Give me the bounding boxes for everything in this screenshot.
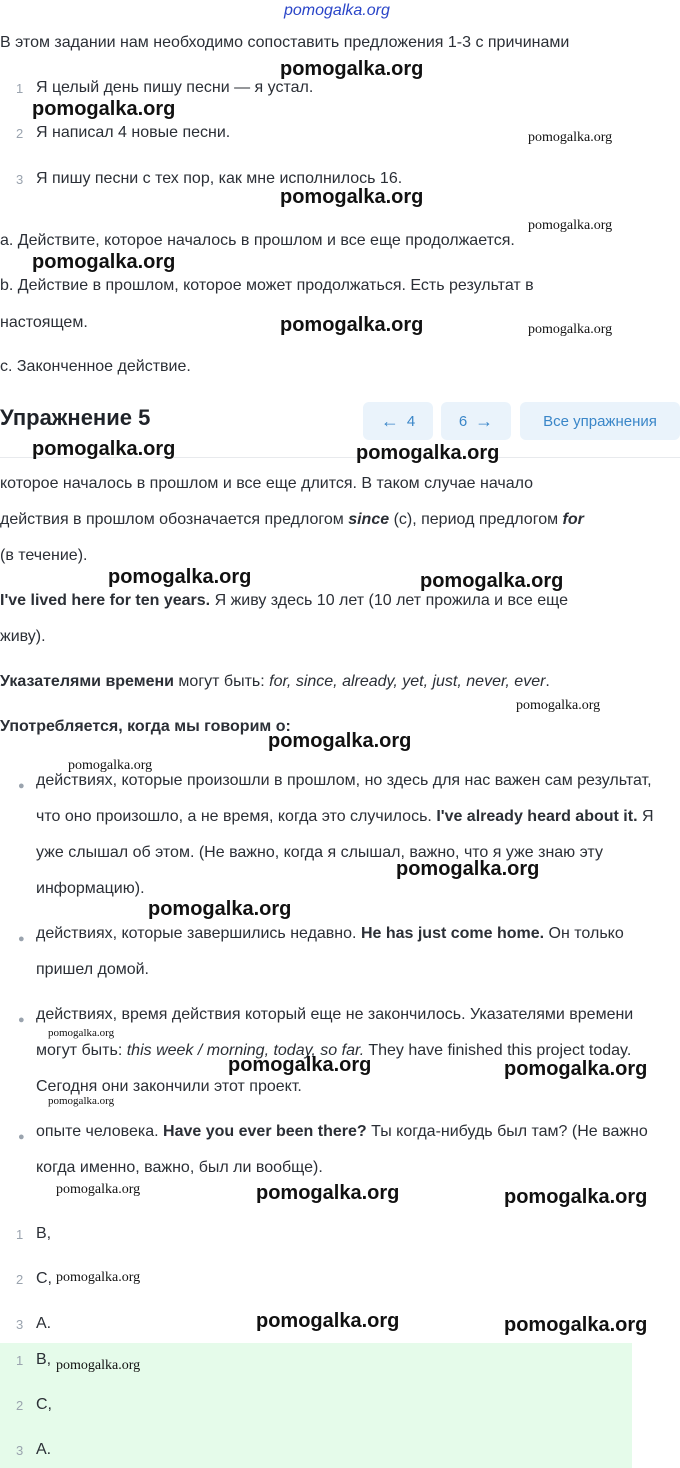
sentence-item: Я пишу песни с тех пор, как мне исполнилось 16. xyxy=(36,170,403,187)
all-exercises-label: Все упражнения xyxy=(543,412,657,430)
reason-a: a. Действите, которое началось в прошлом и все еще продолжается. xyxy=(0,232,515,249)
sentence-number: 3 xyxy=(16,172,24,187)
bullet-text: Он только пришел домой. xyxy=(36,925,624,978)
next-exercise-label: 6 xyxy=(458,412,468,430)
watermark: pomogalka.org xyxy=(504,1314,648,1336)
answer-number: 3 xyxy=(16,1443,24,1458)
bullet-dot: ● xyxy=(18,933,25,945)
bullet-text: Ты когда-нибудь был там? (Не важно когда именно, важно, был ли вообще). xyxy=(36,1123,648,1176)
prev-exercise-button[interactable] xyxy=(363,402,433,440)
answer-value: C, xyxy=(36,1396,52,1413)
markers-line xyxy=(0,673,550,691)
watermark: pomogalka.org xyxy=(108,566,252,588)
watermark: pomogalka.org xyxy=(56,1182,141,1197)
answer-number: 2 xyxy=(16,1398,24,1413)
theory-line: которое началось в прошлом и все еще длится. В таком случае начало xyxy=(0,475,534,492)
usage-title: Употребляется, когда мы говорим о: xyxy=(0,718,291,735)
next-exercise-button[interactable] xyxy=(441,402,511,440)
bullet-en: Have you ever been there? xyxy=(163,1123,367,1140)
watermark: pomogalka.org xyxy=(48,1027,115,1039)
theory-text: действия в прошлом обозначается предлогом xyxy=(0,511,349,528)
bullet-dot: ● xyxy=(18,1014,25,1026)
markers-text: могут быть: xyxy=(173,673,270,690)
sentence-item: Я написал 4 новые песни. xyxy=(36,124,231,141)
markers-end: . xyxy=(545,673,550,690)
watermark: pomogalka.org xyxy=(528,130,613,145)
watermark: pomogalka.org xyxy=(48,1095,115,1107)
theory-line: (в течение). xyxy=(0,547,88,564)
answer-number: 1 xyxy=(16,1353,24,1368)
bullet-text: действиях, время действия который еще не закончилось. Указателями времени могут быть: xyxy=(36,1006,634,1059)
bullet-en: He has just come home. xyxy=(360,925,545,942)
bullet-en: I've already heard about it. xyxy=(436,808,638,825)
bullet-dot: ● xyxy=(18,780,25,792)
bullet-item xyxy=(36,997,676,1105)
watermark: pomogalka.org xyxy=(504,1058,648,1080)
watermark: pomogalka.org xyxy=(356,442,500,464)
arrow-left-icon: ← xyxy=(380,411,399,431)
prev-exercise-label: 4 xyxy=(406,412,416,430)
bullet-text: They have finished this project today. Сегодня они закончили этот проект. xyxy=(36,1042,632,1095)
sentence-item: Я целый день пишу песни — я устал. xyxy=(36,79,314,96)
watermark: pomogalka.org xyxy=(256,1182,400,1204)
site-title[interactable]: pomogalka.org xyxy=(284,2,390,19)
answer-number: 3 xyxy=(16,1317,24,1332)
bullet-text: действиях, которые завершились недавно. xyxy=(36,925,361,942)
arrow-right-icon: → xyxy=(475,411,494,431)
reason-c: c. Законченное действие. xyxy=(0,358,191,375)
answer-value: B, xyxy=(36,1351,52,1368)
watermark: pomogalka.org xyxy=(68,758,153,773)
bullet-text: действиях, которые произошли в прошлом, но здесь для нас важен сам результат, что оно произошло, а не время, когда это случилось. xyxy=(36,772,652,825)
watermark: pomogalka.org xyxy=(268,730,412,752)
answer-value: A. xyxy=(36,1441,52,1458)
for-keyword: for xyxy=(562,511,584,528)
watermark: pomogalka.org xyxy=(516,698,601,713)
watermark: pomogalka.org xyxy=(148,898,292,920)
theory-line xyxy=(0,511,584,529)
watermark: pomogalka.org xyxy=(528,322,613,337)
watermark: pomogalka.org xyxy=(256,1310,400,1332)
answer-number: 2 xyxy=(16,1272,24,1287)
exercise-title: Упражнение 5 xyxy=(0,405,151,430)
sentence-number: 1 xyxy=(16,81,24,96)
watermark: pomogalka.org xyxy=(228,1054,372,1076)
watermark: pomogalka.org xyxy=(504,1186,648,1208)
watermark: pomogalka.org xyxy=(528,218,613,233)
sentence-number: 2 xyxy=(16,126,24,141)
answer-value: A. xyxy=(36,1315,52,1332)
bullet-italic: this week / morning, today, so far. xyxy=(126,1042,365,1059)
bullet-item xyxy=(36,763,676,907)
answer-number: 1 xyxy=(16,1227,24,1242)
watermark: pomogalka.org xyxy=(420,570,564,592)
watermark: pomogalka.org xyxy=(280,186,424,208)
all-exercises-button[interactable] xyxy=(520,402,680,440)
intro-text: В этом задании нам необходимо сопоставить предложения 1-3 с причинами xyxy=(0,34,570,51)
example-line-cont: живу). xyxy=(0,628,46,645)
reason-b-cont: настоящем. xyxy=(0,314,88,331)
bullet-item xyxy=(36,916,676,988)
watermark: pomogalka.org xyxy=(32,251,176,273)
bullet-dot: ● xyxy=(18,1131,25,1143)
markers-title: Указателями времени xyxy=(0,673,174,690)
reason-b: b. Действие в прошлом, которое может продолжаться. Есть результат в xyxy=(0,277,534,294)
watermark: pomogalka.org xyxy=(32,438,176,460)
watermark: pomogalka.org xyxy=(280,58,424,80)
answer-value: C, xyxy=(36,1270,52,1287)
since-keyword: since xyxy=(348,511,390,528)
bullet-text: Я уже слышал об этом. (Не важно, когда я слышал, важно, что я уже знаю эту информацию). xyxy=(36,808,654,897)
watermark: pomogalka.org xyxy=(56,1270,141,1285)
watermark: pomogalka.org xyxy=(396,858,540,880)
example-en: I've lived here for ten years. xyxy=(0,592,211,609)
example-ru: Я живу здесь 10 лет (10 лет прожила и все еще xyxy=(210,592,568,609)
theory-text: (с), период предлогом xyxy=(389,511,563,528)
watermark: pomogalka.org xyxy=(32,98,176,120)
bullet-text: опыте человека. xyxy=(36,1123,164,1140)
example-line xyxy=(0,592,568,610)
bullet-item xyxy=(36,1114,676,1186)
answer-value: B, xyxy=(36,1225,52,1242)
watermark: pomogalka.org xyxy=(56,1358,141,1373)
markers-list: for, since, already, yet, just, never, ever xyxy=(269,673,546,690)
watermark: pomogalka.org xyxy=(280,314,424,336)
